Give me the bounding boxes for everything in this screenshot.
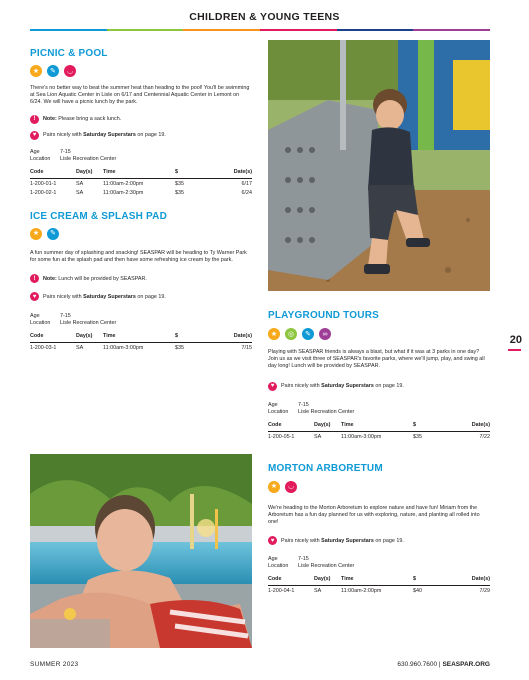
cell-time: 11:00am-2:30pm <box>103 189 144 196</box>
cell-code: 1-200-05-1 <box>268 433 295 440</box>
age-value: 7-15 <box>60 148 71 155</box>
star-icon: ★ <box>268 328 280 340</box>
left-column <box>30 40 252 352</box>
age-label: Age <box>30 313 40 320</box>
photo-playground <box>268 40 490 291</box>
alert-icon: ! <box>30 115 39 124</box>
infinity-icon: ∞ <box>319 328 331 340</box>
table-row <box>30 178 252 188</box>
age-label: Age <box>268 556 278 563</box>
cell-code: 1-200-04-1 <box>268 588 295 595</box>
cell-days: SA <box>76 345 84 352</box>
pencil-icon: ✎ <box>47 228 59 240</box>
activity-icons <box>268 328 490 340</box>
note-label: Note: <box>43 275 57 282</box>
section-description: Playing with SEASPAR friends is always a blast, but what if it was at 3 parks in one day? Join us as we visit three of SEASPAR's favorite parks, where we'll jump, play, and swing all day long! Lunch will be provided by SEASPAR. <box>268 349 485 370</box>
col-code: Code <box>268 422 314 432</box>
age-value: 7-15 <box>298 401 309 408</box>
schedule-table <box>268 422 490 441</box>
cell-time: 11:00am-3:00pm <box>103 345 144 352</box>
page-title: CHILDREN & YOUNG TEENS <box>189 11 340 23</box>
schedule-table <box>30 333 252 352</box>
alert-icon: ! <box>30 274 39 283</box>
table-row <box>268 431 490 441</box>
color-bar-segment <box>30 29 107 31</box>
cell-fee: $35 <box>175 345 184 352</box>
col-dates: Date(s) <box>443 422 490 432</box>
pairs-prefix: Pairs nicely with <box>43 132 84 139</box>
pairs-prefix: Pairs nicely with <box>281 383 322 390</box>
col-fee: $ <box>413 422 443 432</box>
col-time: Time <box>341 576 413 586</box>
color-bar-segment <box>337 29 414 31</box>
footer-separator: | <box>437 661 443 668</box>
playground-image <box>268 40 490 291</box>
note-text: Please bring a sack lunch. <box>56 116 122 123</box>
meta-info <box>30 149 252 163</box>
location-value: Lisle Recreation Center <box>60 320 117 327</box>
pairs-prefix: Pairs nicely with <box>281 537 322 544</box>
section-title: MORTON ARBORETUM <box>268 462 383 474</box>
pairs-program: Saturday Superstars <box>321 383 374 390</box>
cell-fee: $35 <box>175 189 184 196</box>
pairs-nicely <box>30 292 252 301</box>
cell-time: 11:00am-2:00pm <box>103 180 144 187</box>
cell-dates: 7/22 <box>479 433 490 440</box>
target-icon: ◎ <box>285 328 297 340</box>
section-playground-tours <box>268 310 490 441</box>
cell-dates: 7/15 <box>241 345 252 352</box>
page-number-underline <box>508 349 521 351</box>
meta-info <box>30 313 252 327</box>
cell-fee: $40 <box>413 588 422 595</box>
color-bar-segment <box>183 29 260 31</box>
age-value: 7-15 <box>298 556 309 563</box>
cell-dates: 6/17 <box>241 180 252 187</box>
photo-splash-pad <box>30 454 252 648</box>
age-value: 7-15 <box>60 313 71 320</box>
pencil-icon: ✎ <box>302 328 314 340</box>
table-row <box>30 343 252 353</box>
meta-info <box>268 556 490 570</box>
cell-code: 1-200-03-1 <box>30 345 57 352</box>
cell-fee: $35 <box>413 433 422 440</box>
heart-icon: ♥ <box>268 382 277 391</box>
col-days: Day(s) <box>314 422 341 432</box>
cell-code: 1-200-01-1 <box>30 180 57 187</box>
color-bar-segment <box>413 29 490 31</box>
color-bar-segment <box>107 29 184 31</box>
activity-icons <box>268 481 490 493</box>
activity-icons <box>30 65 252 77</box>
col-code: Code <box>30 169 76 179</box>
pairs-nicely <box>268 536 490 545</box>
col-dates: Date(s) <box>443 576 490 586</box>
location-label: Location <box>30 320 51 327</box>
section-description: We're heading to the Morton Arboretum to explore nature and have fun! Miriam from the Arboretum has a fun day planned for us with exploring, nature, and planting all rolled into one! <box>268 504 480 526</box>
cell-dates: 6/24 <box>241 189 252 196</box>
section-title: PLAYGROUND TOURS <box>268 310 379 321</box>
col-days: Day(s) <box>314 576 341 586</box>
note <box>30 274 252 283</box>
page-number: 20 <box>509 334 522 346</box>
section-picnic-pool <box>30 48 252 197</box>
location-label: Location <box>30 155 51 162</box>
section-description: A fun summer day of splashing and snacking! SEASPAR will be heading to Ty Warner Park for some fun at the splash pad and then have some refreshing ice cream by the park. <box>30 249 247 263</box>
section-ice-cream <box>30 211 252 352</box>
location-value: Lisle Recreation Center <box>298 563 355 570</box>
cell-dates: 7/29 <box>479 588 490 595</box>
heart-icon: ♥ <box>30 131 39 140</box>
location-value: Lisle Recreation Center <box>60 155 117 162</box>
cell-time: 11:00am-3:00pm <box>341 433 382 440</box>
note-text: Lunch will be provided by SEASPAR. <box>56 275 147 282</box>
col-code: Code <box>268 576 314 586</box>
heart-icon: ♥ <box>268 536 277 545</box>
pairs-nicely <box>30 131 252 140</box>
pairs-suffix: on page 19. <box>135 293 166 300</box>
color-bar-segment <box>260 29 337 31</box>
pairs-suffix: on page 19. <box>373 383 404 390</box>
footer-website[interactable]: SEASPAR.ORG <box>442 661 490 668</box>
section-title: ICE CREAM & SPLASH PAD <box>30 210 168 222</box>
pairs-suffix: on page 19. <box>373 537 404 544</box>
age-label: Age <box>268 401 278 408</box>
table-row <box>268 586 490 596</box>
pairs-prefix: Pairs nicely with <box>43 293 84 300</box>
heart-icon: ♥ <box>30 292 39 301</box>
star-icon: ★ <box>30 228 42 240</box>
location-label: Location <box>268 563 289 570</box>
cell-fee: $35 <box>175 180 184 187</box>
location-label: Location <box>268 408 289 415</box>
meta-info <box>268 402 490 416</box>
cell-time: 11:00am-2:00pm <box>341 588 382 595</box>
cell-code: 1-200-02-1 <box>30 189 57 196</box>
splash-pad-image <box>30 454 252 648</box>
cell-days: SA <box>76 180 84 187</box>
age-label: Age <box>30 148 40 155</box>
table-row <box>30 188 252 197</box>
col-dates: Date(s) <box>205 169 252 179</box>
star-icon: ★ <box>268 481 280 493</box>
mouth-icon: ◡ <box>64 65 76 77</box>
pairs-suffix: on page 19. <box>135 132 166 139</box>
pairs-program: Saturday Superstars <box>83 132 136 139</box>
schedule-table <box>30 169 252 197</box>
right-column <box>268 310 490 595</box>
location-value: Lisle Recreation Center <box>298 408 355 415</box>
col-code: Code <box>30 333 76 343</box>
col-fee: $ <box>413 576 443 586</box>
col-days: Day(s) <box>76 169 103 179</box>
cell-days: SA <box>314 588 322 595</box>
pairs-program: Saturday Superstars <box>83 293 136 300</box>
mouth-icon: ◡ <box>285 481 297 493</box>
schedule-table <box>268 576 490 595</box>
col-dates: Date(s) <box>205 333 252 343</box>
col-time: Time <box>103 169 175 179</box>
col-time: Time <box>103 333 175 343</box>
section-morton-arboretum <box>268 463 490 596</box>
footer-phone: 630.960.7600 <box>397 661 438 668</box>
note <box>30 115 252 124</box>
color-bar <box>30 29 490 31</box>
activity-icons <box>30 228 252 240</box>
section-description: There's no better way to beat the summer heat than heading to the pool! You'll be swimming at Sea Lion Aquatic Center in Lisle on 6/17 and Centennial Aquatic Center in Lemont on 6/24. We will have a picnic lunch by the park. <box>30 85 250 106</box>
footer-season: SUMMER 2023 <box>30 661 79 668</box>
col-days: Day(s) <box>76 333 103 343</box>
pairs-nicely <box>268 382 490 391</box>
col-fee: $ <box>175 333 205 343</box>
cell-days: SA <box>314 433 322 440</box>
cell-days: SA <box>76 189 84 196</box>
section-title: PICNIC & POOL <box>30 48 108 59</box>
pairs-program: Saturday Superstars <box>321 537 374 544</box>
footer-contact <box>397 661 490 668</box>
star-icon: ★ <box>30 65 42 77</box>
note-label: Note: <box>43 116 57 123</box>
col-fee: $ <box>175 169 205 179</box>
pencil-icon: ✎ <box>47 65 59 77</box>
col-time: Time <box>341 422 413 432</box>
